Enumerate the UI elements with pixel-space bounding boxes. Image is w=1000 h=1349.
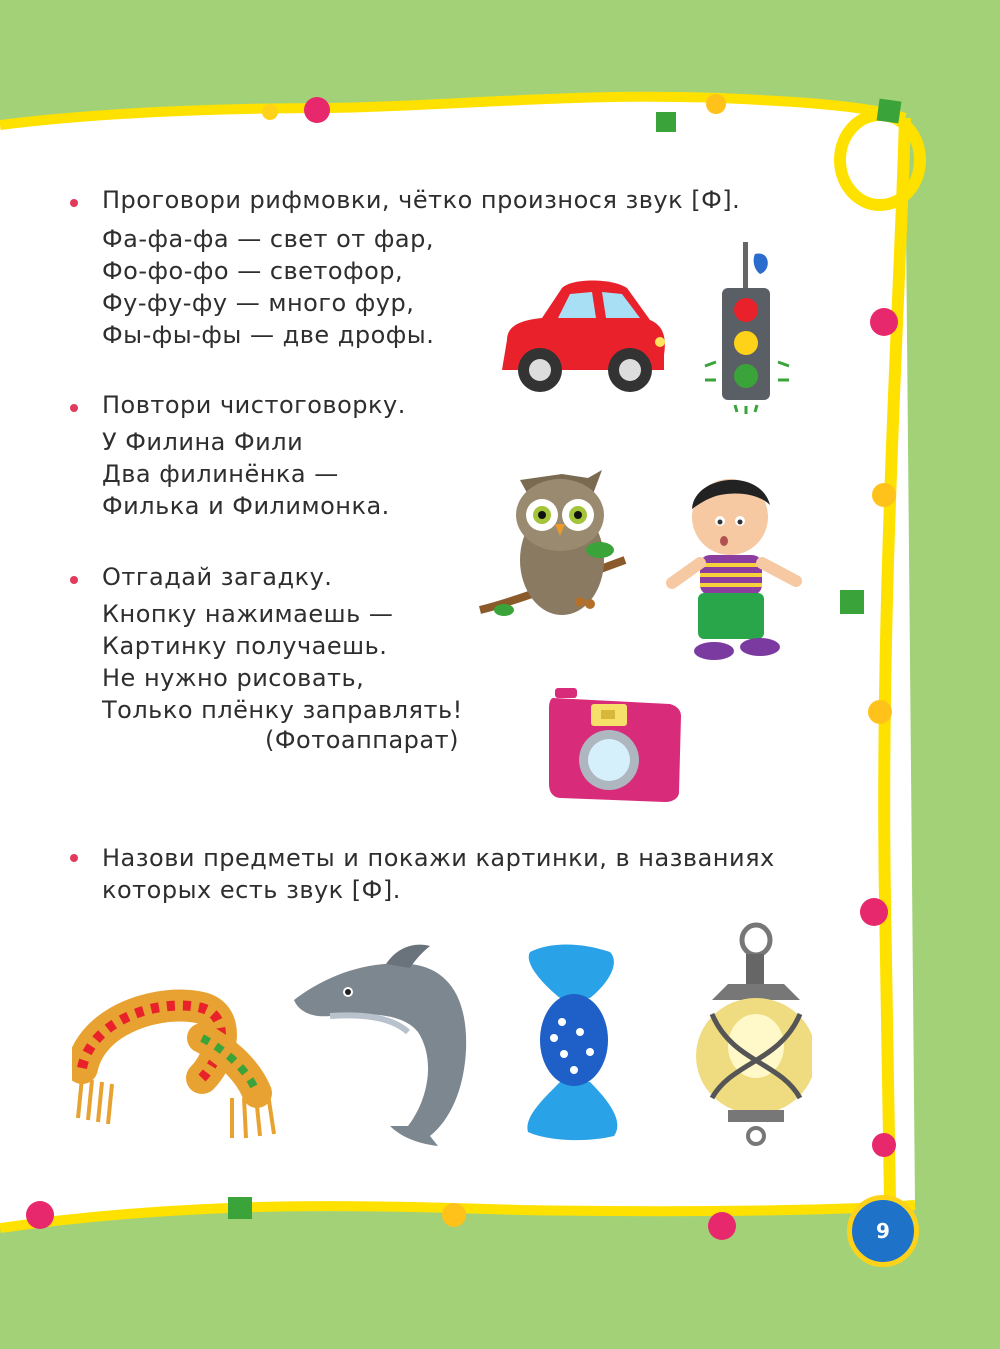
rhyme-line: Фо-фо-фо — светофор, — [102, 257, 404, 285]
scarf-illustration — [72, 978, 302, 1148]
instruction-2: Повтори чистоговорку. — [102, 391, 406, 419]
dolphin-illustration — [290, 940, 475, 1150]
bullet — [70, 404, 78, 412]
riddle-line: Кнопку нажимаешь — — [102, 600, 394, 628]
bullet — [70, 854, 78, 862]
twister-line: Два филинёнка — — [102, 460, 339, 488]
camera-illustration — [545, 680, 685, 808]
twister-line: У Филина Фили — [102, 428, 304, 456]
riddle-line: Только плёнку заправлять! — [102, 696, 463, 724]
instruction-line: которых есть звук [Ф]. — [102, 876, 401, 904]
instruction-line: Назови предметы и покажи картинки, в названиях — [102, 844, 775, 872]
riddle-line: Не нужно рисовать, — [102, 664, 365, 692]
candy-illustration — [510, 942, 640, 1142]
lantern-illustration — [672, 922, 812, 1150]
instruction-3: Отгадай загадку. — [102, 563, 333, 591]
instruction-4 — [102, 842, 775, 906]
rhyme-line: Фа-фа-фа — свет от фар, — [102, 225, 434, 253]
rhyme-1 — [102, 223, 434, 351]
car-illustration — [492, 270, 672, 400]
rhyme-line: Фу-фу-фу — много фур, — [102, 289, 415, 317]
instruction-1: Проговори рифмовки, чётко произнося звук [Ф]. — [102, 186, 741, 214]
tongue-twister — [102, 426, 390, 522]
rhyme-line: Фы-фы-фы — две дрофы. — [102, 321, 435, 349]
twister-line: Филька и Филимонка. — [102, 492, 390, 520]
riddle — [102, 598, 463, 726]
bullet — [70, 576, 78, 584]
page-number: 9 — [847, 1195, 919, 1267]
riddle-line: Картинку получаешь. — [102, 632, 388, 660]
boy-illustration — [660, 465, 805, 665]
owl-illustration — [470, 460, 635, 635]
bullet — [70, 199, 78, 207]
traffic-light-illustration — [700, 240, 795, 415]
riddle-answer: (Фотоаппарат) — [265, 726, 459, 754]
